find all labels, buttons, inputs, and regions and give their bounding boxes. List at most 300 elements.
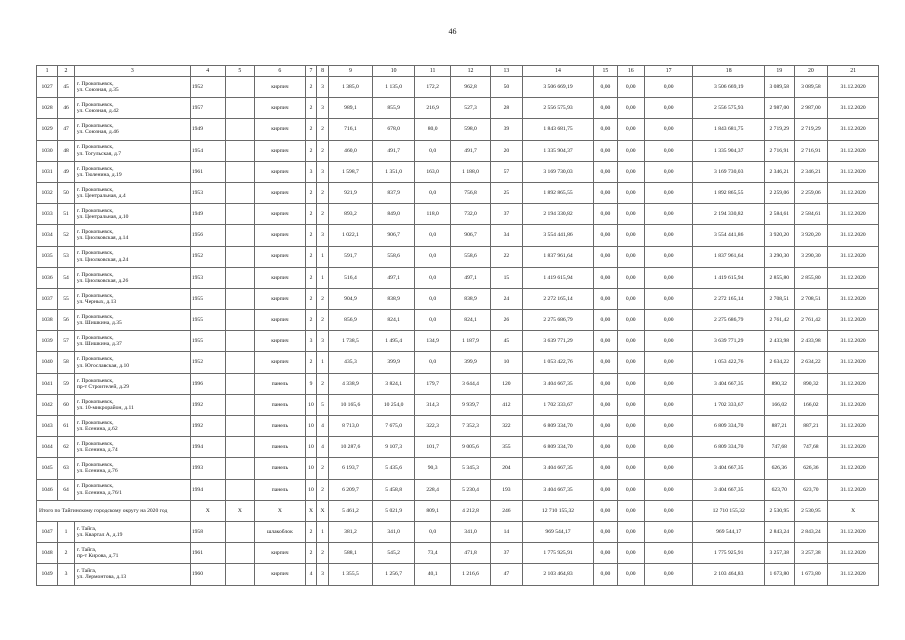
cell-c21: 31.12.2020 xyxy=(828,352,879,373)
row-local-number: 48 xyxy=(58,140,75,161)
cell-c16: 0,00 xyxy=(617,140,644,161)
cell-c9: 989,1 xyxy=(328,98,372,119)
cell-c13: 47 xyxy=(491,564,523,585)
address-city: г. Прокопьевск, xyxy=(76,419,114,426)
cell-c18: 2 194 330,82 xyxy=(693,204,765,225)
cell-c17: 0,00 xyxy=(644,373,692,394)
address-city: г. Тайга, xyxy=(76,547,97,554)
cell-c13: 26 xyxy=(491,310,523,331)
cell-c9: 893,2 xyxy=(328,204,372,225)
address-street: пр-т Строителей, д.29 xyxy=(76,383,130,390)
cell-c16: 0,00 xyxy=(617,352,644,373)
cell-c14: 1 837 961,64 xyxy=(522,246,594,267)
cell-c16: 0,00 xyxy=(617,416,644,437)
cell-c16: 0,00 xyxy=(617,225,644,246)
cell-c15: 0,00 xyxy=(594,246,617,267)
row-local-number: 50 xyxy=(58,182,75,203)
subtotal-c21: Х xyxy=(828,500,879,521)
cell-c16: 0,00 xyxy=(617,182,644,203)
cell-c17: 0,00 xyxy=(644,267,692,288)
cell-c18: 1 892 865,55 xyxy=(693,182,765,203)
cell-c14: 3 404 667,35 xyxy=(522,373,594,394)
address-street: ул. Центральная, д.4 xyxy=(76,193,126,200)
cell-c6: кирпич xyxy=(255,77,306,98)
cell-c13: 34 xyxy=(491,225,523,246)
cell-c6: кирпич xyxy=(255,352,306,373)
table-row xyxy=(37,140,879,161)
address-cell xyxy=(74,225,190,246)
cell-c10: 5 458,8 xyxy=(373,479,415,500)
cell-c6: панель xyxy=(255,437,306,458)
cell-c5 xyxy=(225,564,255,585)
cell-c7: 10 xyxy=(305,458,317,479)
cell-c19: 2 433,98 xyxy=(765,331,795,352)
cell-c16: 0,00 xyxy=(617,437,644,458)
cell-c20: 2 761,42 xyxy=(794,310,828,331)
cell-c15: 0,00 xyxy=(594,394,617,415)
cell-c18: 3 554 441,86 xyxy=(693,225,765,246)
cell-c13: 22 xyxy=(491,246,523,267)
cell-c14: 2 272 165,14 xyxy=(522,288,594,309)
cell-c18: 1 702 333,67 xyxy=(693,394,765,415)
cell-c7: 4 xyxy=(305,564,317,585)
cell-c11: 314,3 xyxy=(415,394,451,415)
cell-c7: 2 xyxy=(305,288,317,309)
cell-c7: 2 xyxy=(305,267,317,288)
cell-c5 xyxy=(225,77,255,98)
cell-c10: 491,7 xyxy=(373,140,415,161)
cell-c21: 31.12.2020 xyxy=(828,204,879,225)
cell-c18: 1 335 904,37 xyxy=(693,140,765,161)
cell-c5 xyxy=(225,288,255,309)
cell-c9: 516,4 xyxy=(328,267,372,288)
cell-c7: 2 xyxy=(305,204,317,225)
table-row xyxy=(37,437,879,458)
cell-c5 xyxy=(225,331,255,352)
cell-c20: 2 843,24 xyxy=(794,521,828,542)
table-row xyxy=(37,521,879,542)
cell-c13: 322 xyxy=(491,416,523,437)
cell-c6: панель xyxy=(255,373,306,394)
cell-c15: 0,00 xyxy=(594,373,617,394)
cell-c12: 962,8 xyxy=(451,77,491,98)
cell-c10: 5 435,6 xyxy=(373,458,415,479)
cell-c19: 2 761,42 xyxy=(765,310,795,331)
cell-c17: 0,00 xyxy=(644,182,692,203)
cell-c10: 558,6 xyxy=(373,246,415,267)
cell-c5 xyxy=(225,225,255,246)
cell-c10: 7 675,0 xyxy=(373,416,415,437)
address-street: ул. Циолковская, д.14 xyxy=(76,235,129,242)
column-header: 3 xyxy=(74,66,190,77)
subtotal-c16: 0,00 xyxy=(617,500,644,521)
cell-c18: 3 404 667,35 xyxy=(693,479,765,500)
row-local-number: 61 xyxy=(58,416,75,437)
cell-c13: 24 xyxy=(491,288,523,309)
cell-c21: 31.12.2020 xyxy=(828,437,879,458)
row-number: 1048 xyxy=(37,543,58,564)
table-row xyxy=(37,543,879,564)
cell-c18: 2 272 165,14 xyxy=(693,288,765,309)
cell-c6: кирпич xyxy=(255,246,306,267)
cell-c19: 2 259,06 xyxy=(765,182,795,203)
cell-c9: 1 598,7 xyxy=(328,161,372,182)
cell-c15: 0,00 xyxy=(594,140,617,161)
cell-c11: 80,0 xyxy=(415,119,451,140)
cell-c18: 3 404 667,35 xyxy=(693,458,765,479)
cell-c16: 0,00 xyxy=(617,98,644,119)
cell-c20: 2 259,06 xyxy=(794,182,828,203)
cell-c19: 2 987,00 xyxy=(765,98,795,119)
page-number: 46 xyxy=(448,27,457,36)
address-cell xyxy=(74,543,190,564)
cell-c14: 969 544,17 xyxy=(522,521,594,542)
address-cell xyxy=(74,521,190,542)
row-number: 1035 xyxy=(37,246,58,267)
address-cell xyxy=(74,331,190,352)
address-cell xyxy=(74,98,190,119)
address-cell xyxy=(74,77,190,98)
cell-c15: 0,00 xyxy=(594,331,617,352)
subtotal-c11: 809,1 xyxy=(415,500,451,521)
cell-c21: 31.12.2020 xyxy=(828,246,879,267)
cell-c16: 0,00 xyxy=(617,458,644,479)
cell-c15: 0,00 xyxy=(594,204,617,225)
table-row xyxy=(37,394,879,415)
cell-c10: 3 824,1 xyxy=(373,373,415,394)
table-row xyxy=(37,458,879,479)
cell-c6: кирпич xyxy=(255,204,306,225)
cell-c18: 969 544,17 xyxy=(693,521,765,542)
cell-c10: 1 495,4 xyxy=(373,331,415,352)
cell-c7: 2 xyxy=(305,310,317,331)
row-number: 1027 xyxy=(37,77,58,98)
cell-c15: 0,00 xyxy=(594,182,617,203)
subtotal-c6: Х xyxy=(255,500,306,521)
column-header: 16 xyxy=(617,66,644,77)
cell-c15: 0,00 xyxy=(594,310,617,331)
cell-c15: 0,00 xyxy=(594,458,617,479)
address-street: ул. Союзная, д.42 xyxy=(76,108,119,115)
row-local-number: 59 xyxy=(58,373,75,394)
cell-c20: 2 855,80 xyxy=(794,267,828,288)
cell-c8: 4 xyxy=(317,416,329,437)
cell-c5 xyxy=(225,373,255,394)
cell-c14: 3 506 669,19 xyxy=(522,77,594,98)
address-city: г. Прокопьевск, xyxy=(76,462,114,469)
address-street: ул. Есенина, д.74 xyxy=(76,447,118,454)
cell-c16: 0,00 xyxy=(617,331,644,352)
cell-c5 xyxy=(225,352,255,373)
cell-c17: 0,00 xyxy=(644,458,692,479)
subtotal-c8: Х xyxy=(317,500,329,521)
cell-c6: кирпич xyxy=(255,119,306,140)
address-city: г. Прокопьевск, xyxy=(76,80,114,87)
address-city: г. Тайга, xyxy=(76,568,97,575)
cell-c15: 0,00 xyxy=(594,267,617,288)
cell-c10: 1 135,0 xyxy=(373,77,415,98)
row-local-number: 47 xyxy=(58,119,75,140)
cell-c8: 1 xyxy=(317,267,329,288)
cell-c15: 0,00 xyxy=(594,564,617,585)
cell-c20: 3 920,20 xyxy=(794,225,828,246)
cell-c7: 3 xyxy=(305,161,317,182)
address-cell xyxy=(74,119,190,140)
cell-c6: кирпич xyxy=(255,564,306,585)
cell-c6: кирпич xyxy=(255,288,306,309)
cell-c18: 6 809 334,70 xyxy=(693,437,765,458)
cell-c16: 0,00 xyxy=(617,77,644,98)
cell-c11: 0,0 xyxy=(415,246,451,267)
cell-c9: 921,9 xyxy=(328,182,372,203)
cell-c6: панель xyxy=(255,416,306,437)
cell-c6: кирпич xyxy=(255,140,306,161)
cell-c20: 623,70 xyxy=(794,479,828,500)
cell-c12: 7 352,3 xyxy=(451,416,491,437)
cell-c10: 497,1 xyxy=(373,267,415,288)
cell-c20: 3 257,38 xyxy=(794,543,828,564)
cell-c8: 3 xyxy=(317,564,329,585)
row-number: 1043 xyxy=(37,416,58,437)
cell-c21: 31.12.2020 xyxy=(828,373,879,394)
column-header: 2 xyxy=(58,66,75,77)
address-city: г. Прокопьевск, xyxy=(76,208,114,215)
address-cell xyxy=(74,140,190,161)
cell-c14: 1 053 422,76 xyxy=(522,352,594,373)
subtotal-label: Итого по Тайгинскому городскому округу на 2020 год xyxy=(37,500,191,521)
cell-c19: 3 257,38 xyxy=(765,543,795,564)
cell-c12: 598,0 xyxy=(451,119,491,140)
cell-c17: 0,00 xyxy=(644,161,692,182)
cell-c7: 2 xyxy=(305,543,317,564)
cell-c16: 0,00 xyxy=(617,521,644,542)
cell-c5 xyxy=(225,119,255,140)
cell-c12: 5 230,4 xyxy=(451,479,491,500)
cell-c14: 6 809 334,70 xyxy=(522,437,594,458)
column-header: 7 xyxy=(305,66,317,77)
address-street: ул. Циолковская, д.26 xyxy=(76,277,129,284)
address-cell xyxy=(74,182,190,203)
cell-c13: 193 xyxy=(491,479,523,500)
cell-c4: 1954 xyxy=(190,140,225,161)
cell-c17: 0,00 xyxy=(644,564,692,585)
cell-c21: 31.12.2020 xyxy=(828,458,879,479)
cell-c19: 2 708,51 xyxy=(765,288,795,309)
cell-c20: 3 290,30 xyxy=(794,246,828,267)
cell-c9: 8 713,0 xyxy=(328,416,372,437)
cell-c9: 4 338,9 xyxy=(328,373,372,394)
cell-c13: 25 xyxy=(491,182,523,203)
address-street: ул. Шишкина, д.37 xyxy=(76,341,122,348)
cell-c12: 399,9 xyxy=(451,352,491,373)
cell-c7: 2 xyxy=(305,140,317,161)
row-number: 1037 xyxy=(37,288,58,309)
row-local-number: 49 xyxy=(58,161,75,182)
cell-c12: 732,0 xyxy=(451,204,491,225)
cell-c11: 0,0 xyxy=(415,182,451,203)
row-number: 1042 xyxy=(37,394,58,415)
cell-c19: 2 634,22 xyxy=(765,352,795,373)
cell-c13: 45 xyxy=(491,331,523,352)
cell-c18: 1 419 615,94 xyxy=(693,267,765,288)
cell-c11: 40,1 xyxy=(415,564,451,585)
address-street: ул. Черных, д.13 xyxy=(76,298,117,305)
cell-c9: 435,3 xyxy=(328,352,372,373)
cell-c17: 0,00 xyxy=(644,543,692,564)
address-cell xyxy=(74,288,190,309)
cell-c16: 0,00 xyxy=(617,543,644,564)
column-header: 21 xyxy=(828,66,879,77)
cell-c5 xyxy=(225,543,255,564)
cell-c5 xyxy=(225,204,255,225)
cell-c18: 2 103 464,83 xyxy=(693,564,765,585)
cell-c17: 0,00 xyxy=(644,77,692,98)
row-local-number: 64 xyxy=(58,479,75,500)
cell-c5 xyxy=(225,140,255,161)
column-header: 20 xyxy=(794,66,828,77)
cell-c10: 1 256,7 xyxy=(373,564,415,585)
cell-c7: 2 xyxy=(305,98,317,119)
cell-c5 xyxy=(225,479,255,500)
cell-c14: 3 554 441,86 xyxy=(522,225,594,246)
cell-c19: 2 346,21 xyxy=(765,161,795,182)
cell-c20: 2 716,91 xyxy=(794,140,828,161)
cell-c15: 0,00 xyxy=(594,437,617,458)
cell-c8: 1 xyxy=(317,352,329,373)
cell-c11: 90,3 xyxy=(415,458,451,479)
address-street: ул. Шишкина, д.35 xyxy=(76,320,122,327)
cell-c11: 322,3 xyxy=(415,416,451,437)
cell-c10: 906,7 xyxy=(373,225,415,246)
cell-c12: 838,9 xyxy=(451,288,491,309)
table-row xyxy=(37,479,879,500)
cell-c8: 3 xyxy=(317,225,329,246)
cell-c19: 2 843,24 xyxy=(765,521,795,542)
cell-c4: 1958 xyxy=(190,521,225,542)
address-city: г. Прокопьевск, xyxy=(76,398,114,405)
cell-c11: 163,0 xyxy=(415,161,451,182)
cell-c16: 0,00 xyxy=(617,310,644,331)
subtotal-c20: 2 530,95 xyxy=(794,500,828,521)
cell-c11: 118,0 xyxy=(415,204,451,225)
cell-c20: 890,32 xyxy=(794,373,828,394)
cell-c9: 10 287,6 xyxy=(328,437,372,458)
cell-c15: 0,00 xyxy=(594,416,617,437)
cell-c14: 3 404 667,35 xyxy=(522,479,594,500)
cell-c19: 1 673,80 xyxy=(765,564,795,585)
cell-c20: 2 719,29 xyxy=(794,119,828,140)
cell-c15: 0,00 xyxy=(594,161,617,182)
cell-c21: 31.12.2020 xyxy=(828,267,879,288)
cell-c7: 2 xyxy=(305,225,317,246)
cell-c4: 1961 xyxy=(190,161,225,182)
cell-c6: кирпич xyxy=(255,161,306,182)
cell-c17: 0,00 xyxy=(644,288,692,309)
row-number: 1040 xyxy=(37,352,58,373)
cell-c19: 623,70 xyxy=(765,479,795,500)
cell-c16: 0,00 xyxy=(617,204,644,225)
row-local-number: 1 xyxy=(58,521,75,542)
address-cell xyxy=(74,246,190,267)
cell-c14: 3 169 730,03 xyxy=(522,161,594,182)
cell-c18: 2 556 575,93 xyxy=(693,98,765,119)
cell-c4: 1952 xyxy=(190,352,225,373)
row-number: 1034 xyxy=(37,225,58,246)
cell-c11: 0,0 xyxy=(415,140,451,161)
cell-c15: 0,00 xyxy=(594,352,617,373)
cell-c5 xyxy=(225,182,255,203)
cell-c4: 1955 xyxy=(190,288,225,309)
cell-c4: 1952 xyxy=(190,246,225,267)
cell-c14: 2 556 575,93 xyxy=(522,98,594,119)
cell-c19: 166,02 xyxy=(765,394,795,415)
cell-c7: 2 xyxy=(305,521,317,542)
cell-c4: 1949 xyxy=(190,119,225,140)
subtotal-c10: 5 021,9 xyxy=(373,500,415,521)
address-cell xyxy=(74,564,190,585)
cell-c16: 0,00 xyxy=(617,161,644,182)
row-number: 1030 xyxy=(37,140,58,161)
cell-c5 xyxy=(225,246,255,267)
column-header: 9 xyxy=(328,66,372,77)
cell-c17: 0,00 xyxy=(644,331,692,352)
column-header: 11 xyxy=(415,66,451,77)
cell-c17: 0,00 xyxy=(644,521,692,542)
row-number: 1041 xyxy=(37,373,58,394)
cell-c17: 0,00 xyxy=(644,246,692,267)
cell-c7: 10 xyxy=(305,394,317,415)
cell-c20: 887,21 xyxy=(794,416,828,437)
cell-c4: 1952 xyxy=(190,77,225,98)
cell-c14: 6 809 334,70 xyxy=(522,416,594,437)
address-street: ул. Центральная, д.10 xyxy=(76,214,129,221)
cell-c17: 0,00 xyxy=(644,394,692,415)
cell-c4: 1956 xyxy=(190,225,225,246)
cell-c13: 10 xyxy=(491,352,523,373)
address-street: ул. Есенина, д.62 xyxy=(76,426,118,433)
cell-c9: 460,0 xyxy=(328,140,372,161)
cell-c6: шлакоблок xyxy=(255,521,306,542)
subtotal-c4: Х xyxy=(190,500,225,521)
table-row xyxy=(37,310,879,331)
cell-c11: 228,4 xyxy=(415,479,451,500)
cell-c18: 3 639 771,29 xyxy=(693,331,765,352)
cell-c11: 0,0 xyxy=(415,267,451,288)
cell-c7: 3 xyxy=(305,331,317,352)
row-number: 1033 xyxy=(37,204,58,225)
cell-c21: 31.12.2020 xyxy=(828,331,879,352)
cell-c15: 0,00 xyxy=(594,98,617,119)
cell-c6: кирпич xyxy=(255,267,306,288)
cell-c10: 838,9 xyxy=(373,288,415,309)
cell-c21: 31.12.2020 xyxy=(828,288,879,309)
cell-c16: 0,00 xyxy=(617,267,644,288)
cell-c8: 5 xyxy=(317,394,329,415)
cell-c17: 0,00 xyxy=(644,437,692,458)
cell-c9: 856,9 xyxy=(328,310,372,331)
subtotal-c19: 2 530,95 xyxy=(765,500,795,521)
address-city: г. Прокопьевск, xyxy=(76,292,114,299)
subtotal-c18: 12 710 155,32 xyxy=(693,500,765,521)
cell-c19: 890,32 xyxy=(765,373,795,394)
cell-c7: 10 xyxy=(305,416,317,437)
cell-c10: 9 107,3 xyxy=(373,437,415,458)
address-cell xyxy=(74,267,190,288)
cell-c10: 849,0 xyxy=(373,204,415,225)
header-row xyxy=(37,66,879,77)
column-header: 5 xyxy=(225,66,255,77)
cell-c16: 0,00 xyxy=(617,246,644,267)
